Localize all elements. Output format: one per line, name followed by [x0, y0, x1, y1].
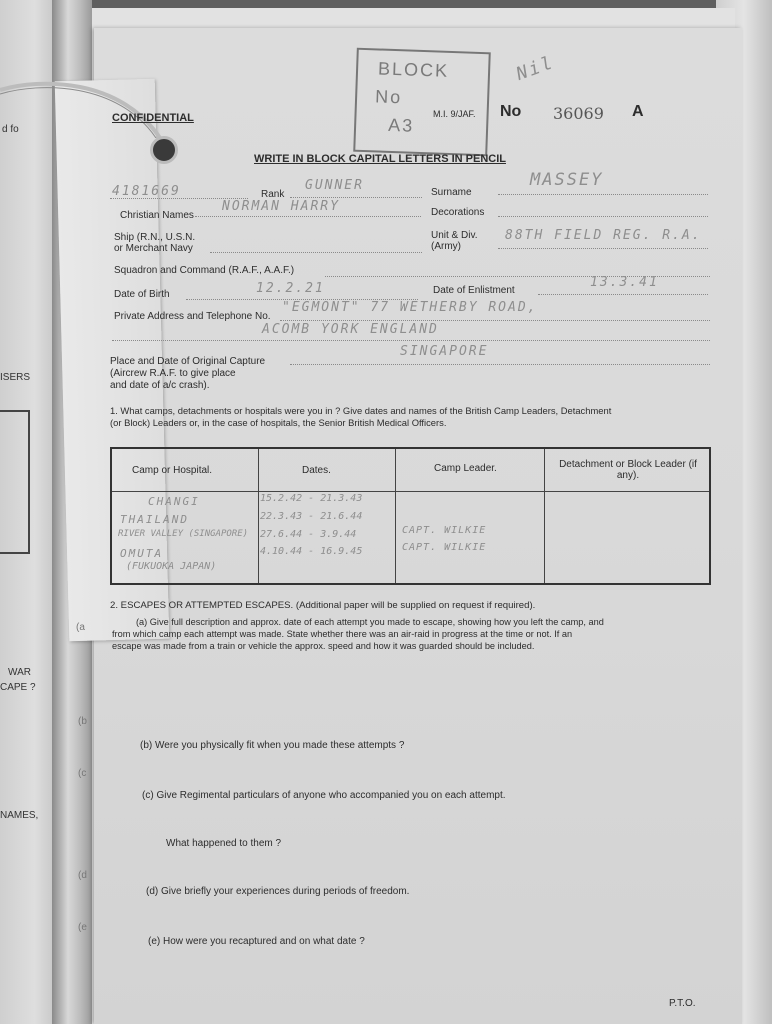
question-2c: (c) Give Regimental particulars of anyone who accompanied you on each attempt.: [142, 790, 506, 801]
table-header: Camp Leader.: [434, 463, 497, 474]
table-header: Dates.: [302, 465, 331, 476]
unit-label: (Army): [431, 241, 461, 252]
ship-label: Ship (R.N., U.S.N.: [114, 232, 196, 243]
table-cell: CHANGI: [148, 495, 200, 508]
camps-table: [110, 447, 711, 585]
table-header-rule: [112, 491, 709, 492]
question-2d: (d) Give briefly your experiences during periods of freedom.: [146, 886, 410, 897]
string-tie: [0, 78, 170, 138]
ship-label: or Merchant Navy: [114, 243, 193, 254]
dotted-line: [538, 294, 708, 295]
question-1: (or Block) Leaders or, in the case of hospitals, the Senior British Medical Officers.: [110, 417, 447, 428]
dotted-line: [290, 197, 422, 198]
dotted-line: [195, 216, 421, 217]
tag-eyelet: [150, 136, 178, 164]
dotted-line: [290, 364, 710, 365]
pto-label: P.T.O.: [669, 998, 696, 1009]
dotted-line: [112, 340, 710, 341]
unit-label: Unit & Div.: [431, 230, 478, 241]
table-cell: 4.10.44 - 16.9.45: [260, 546, 363, 557]
margin-letter: (d: [78, 870, 87, 881]
number-label: No: [500, 103, 522, 120]
table-cell: 22.3.43 - 21.6.44: [260, 511, 363, 522]
table-cell: THAILAND: [120, 513, 189, 526]
christian-names-label: Christian Names: [120, 210, 194, 221]
question-2a: escape was made from a train or vehicle the approx. speed and how it was guarded should be included.: [112, 641, 535, 651]
address-value: "EGMONT" 77 WETHERBY ROAD,: [282, 300, 538, 315]
dob-value: 12.2.21: [256, 281, 325, 296]
confidential-label: CONFIDENTIAL: [112, 112, 194, 124]
capture-value: SINGAPORE: [400, 344, 489, 359]
left-page-text: d fo: [2, 124, 19, 135]
rank-value: GUNNER: [305, 178, 364, 193]
question-2a: (a) Give full description and approx. date of each attempt you made to escape, showing how you left the camp, and: [136, 617, 604, 627]
decorations-label: Decorations: [431, 207, 485, 218]
table-column-divider: [544, 449, 545, 583]
table-cell: (FUKUOKA JAPAN): [126, 561, 217, 572]
table-header: Camp or Hospital.: [132, 465, 213, 476]
left-page-text: ISERS: [0, 372, 31, 383]
dotted-line: [498, 194, 708, 195]
dotted-line: [210, 252, 422, 253]
dotted-line: [498, 248, 708, 249]
table-cell: CAPT. WILKIE: [402, 542, 487, 553]
margin-letter: (b: [78, 716, 87, 727]
question-2a: from which camp each attempt was made. State whether there was an air-raid in progress at the time or not. If an: [112, 629, 573, 639]
question-2e: (e) How were you recaptured and on what date ?: [148, 936, 365, 947]
address-label: Private Address and Telephone No.: [114, 311, 271, 322]
margin-letter: (a: [76, 622, 85, 633]
form-series: A: [632, 103, 644, 120]
unit-value: 88TH FIELD REG. R.A.: [505, 228, 702, 243]
left-page-text: WAR: [8, 667, 31, 678]
rank-label: Rank: [261, 189, 285, 200]
question-2b: (b) Were you physically fit when you made these attempts ?: [140, 740, 405, 751]
question-2: 2. ESCAPES OR ATTEMPTED ESCAPES. (Additional paper will be supplied on request if required).: [110, 600, 536, 611]
army-number-value: 4181669: [112, 184, 181, 199]
question-1: 1. What camps, detachments or hospitals were you in ? Give dates and names of the British Camp Leaders, Detachment: [110, 405, 612, 416]
form-number: 36069: [553, 104, 604, 123]
dotted-line: [498, 216, 708, 217]
surname-label: Surname: [431, 187, 472, 198]
question-2c-followup: What happened to them ?: [166, 838, 282, 849]
table-cell: 27.6.44 - 3.9.44: [260, 529, 357, 540]
table-cell: RIVER VALLEY (SINGAPORE): [118, 529, 249, 539]
left-page-text: CAPE ?: [0, 682, 36, 693]
dob-label: Date of Birth: [114, 289, 170, 300]
form-ref: M.I. 9/JAF.: [433, 109, 476, 119]
stamp-text: No: [374, 86, 403, 108]
surname-value: MASSEY: [530, 170, 604, 190]
table-column-divider: [395, 449, 396, 583]
table-cell: CAPT. WILKIE: [402, 525, 487, 536]
block-stamp: [353, 48, 491, 157]
table-column-divider: [258, 449, 259, 583]
table-cell: 15.2.42 - 21.3.43: [260, 493, 363, 504]
capture-label: and date of a/c crash).: [110, 380, 210, 391]
stamp-text: BLOCK: [377, 58, 450, 81]
christian-names-value: NORMAN HARRY: [222, 199, 340, 214]
dotted-line: [280, 320, 710, 321]
squadron-label: Squadron and Command (R.A.F., A.A.F.): [114, 265, 295, 276]
scribble: Nil: [513, 52, 557, 85]
stamp-text: A3: [387, 114, 415, 136]
capture-label: (Aircrew R.A.F. to give place: [110, 368, 236, 379]
left-page-box: [0, 410, 30, 554]
table-header: Detachment or Block Leader (if any).: [559, 459, 697, 481]
enlistment-value: 13.3.41: [590, 275, 659, 290]
table-cell: OMUTA: [120, 547, 164, 560]
left-page-text: NAMES,: [0, 810, 39, 821]
form-heading: WRITE IN BLOCK CAPITAL LETTERS IN PENCIL: [254, 153, 506, 165]
margin-letter: (c: [78, 768, 87, 779]
margin-letter: (e: [78, 922, 87, 933]
capture-label: Place and Date of Original Capture: [110, 356, 266, 367]
enlistment-label: Date of Enlistment: [433, 285, 515, 296]
address-value: ACOMB YORK ENGLAND: [262, 322, 439, 337]
